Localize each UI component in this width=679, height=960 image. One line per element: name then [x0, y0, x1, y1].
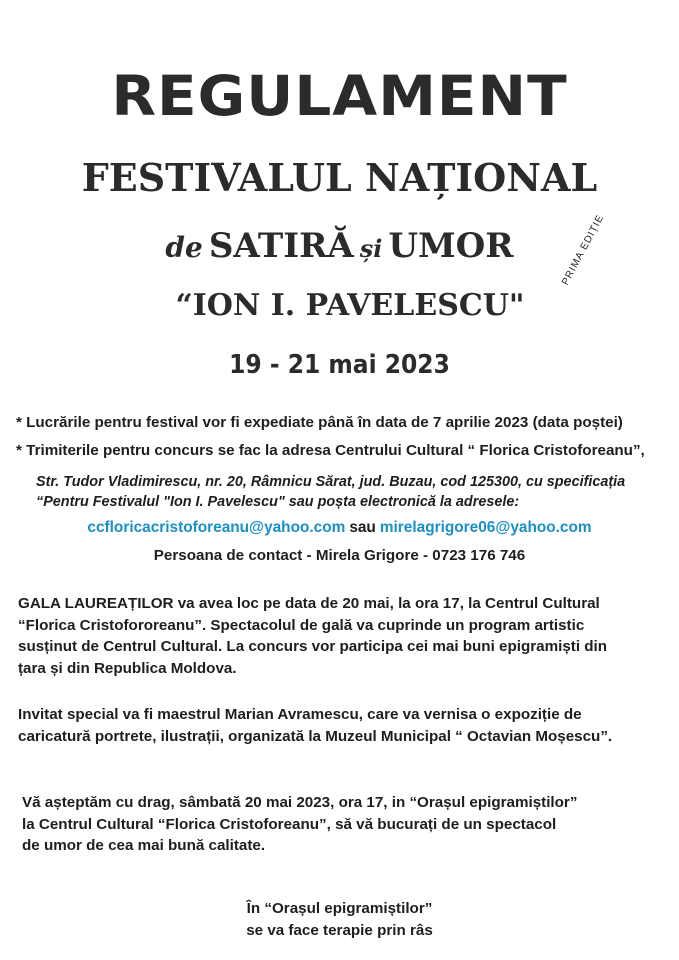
guest-line: Invitat special va fi maestrul Marian Avramescu, care va vernisa o expoziție de: [18, 706, 582, 723]
gala-line: GALA LAUREAȚILOR va avea loc pe data de 20 mai, la ora 17, la Centrul Cultural: [18, 595, 600, 612]
email-link-contact[interactable]: mirelagrigore06@yahoo.com: [379, 519, 592, 536]
email-separator: sau: [349, 519, 376, 536]
subtitle-umor: UMOR: [388, 226, 514, 266]
gala-line: “Florica Cristofororeanu”. Spectacolul de gală va cuprinde un program artistic: [18, 616, 585, 634]
invite-line: la Centrul Cultural “Florica Cristoforeanu”, să vă bucurați de un spectacol: [22, 815, 557, 833]
festival-heading: FESTIVALUL NAȚIONAL: [81, 155, 598, 200]
subtitle-si: și: [359, 234, 383, 263]
document-title: REGULAMENT: [111, 63, 568, 129]
address-line-2: “Pentru Festivalul "Ion I. Pavelescu" sau poșta electronică la adresele:: [36, 494, 520, 510]
invite-line: de umor de cea mai bună calitate.: [22, 837, 266, 854]
contact-person: Persoana de contact - Mirela Grigore - 0723 176 746: [153, 547, 526, 564]
guest-line: caricatură portrete, ilustrații, organizată la Muzeul Municipal “ Octavian Moșescu”.: [18, 727, 613, 745]
address-line-1: Str. Tudor Vladimirescu, nr. 20, Râmnicu Sărat, jud. Buzau, cod 125300, cu specificația: [36, 474, 626, 490]
gala-line: susținut de Centrul Cultural. La concurs vor participa cei mai buni epigramiști din: [18, 638, 608, 655]
festival-patron-name: “ION I. PAVELESCU": [175, 288, 525, 323]
edition-label: PRIMA EDIȚIE: [560, 213, 607, 288]
closing-line: În “Orașul epigramiștilor”: [246, 900, 433, 917]
invite-line: Vă așteptăm cu drag, sâmbată 20 mai 2023, ora 17, in “Orașul epigramiștilor”: [22, 794, 578, 811]
closing-line: se va face terapie prin râs: [246, 921, 433, 939]
closing-slogan: [0, 898, 679, 941]
invitation-paragraph: [22, 792, 672, 857]
festival-dates: 19 - 21 mai 2023: [229, 350, 450, 380]
email-link-cultural-center[interactable]: ccfloricacristoforeanu@yahoo.com: [87, 519, 346, 536]
deadline-bullet: * Lucrările pentru festival vor fi expediate până în data de 7 aprilie 2023 (data poștei): [16, 414, 623, 431]
email-addresses: [0, 519, 679, 537]
submission-bullet: * Trimiterile pentru concurs se fac la adresa Centrului Cultural “ Florica Cristoforeanu”,: [16, 442, 645, 459]
subtitle-satira: SATIRĂ: [208, 226, 354, 266]
guest-paragraph: [18, 704, 668, 747]
gala-line: țara și din Republica Moldova.: [18, 659, 237, 677]
subtitle-de: de: [165, 231, 203, 264]
gala-paragraph: [18, 593, 668, 679]
